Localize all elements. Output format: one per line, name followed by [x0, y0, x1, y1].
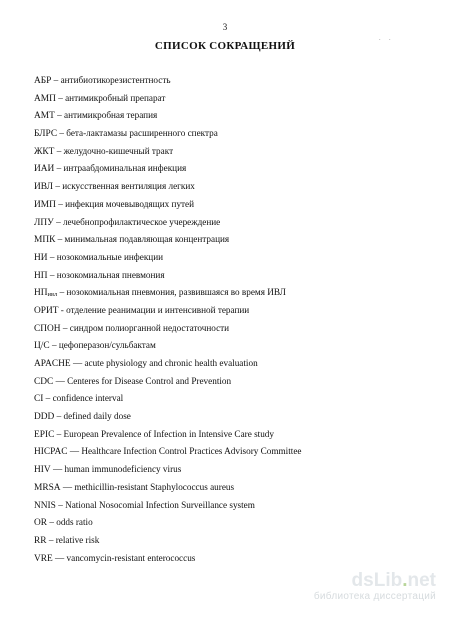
abbreviation-separator: –: [54, 163, 64, 174]
abbreviation-term: НП: [34, 288, 48, 299]
abbreviation-separator: –: [60, 322, 70, 333]
abbreviation-term: OR: [34, 518, 48, 529]
abbreviation-term: ИВЛ: [34, 182, 54, 193]
abbreviation-item: [34, 461, 434, 479]
abbreviation-item: [34, 302, 434, 320]
abbreviation-definition: интраабдоминальная инфекция: [63, 163, 187, 174]
abbreviation-item: [34, 249, 434, 267]
page-title: СПИСОК СОКРАЩЕНИЙ: [154, 40, 296, 52]
abbreviation-item: [34, 550, 434, 568]
abbreviation-definition: антимикробный препарат: [65, 92, 166, 103]
abbreviation-item: [34, 107, 434, 125]
abbreviation-term: RR: [34, 535, 47, 546]
abbreviation-separator: —: [60, 481, 75, 492]
abbreviation-definition: бета-лактамазы расширенного спектра: [66, 128, 218, 139]
abbreviation-term: CDC: [34, 376, 54, 387]
abbreviation-item: [34, 479, 434, 497]
abbreviation-item: [34, 72, 434, 90]
watermark-logo-tld: net: [407, 570, 436, 591]
abbreviation-separator: —: [53, 375, 68, 386]
abbreviation-separator: –: [46, 534, 56, 545]
abbreviation-separator: –: [47, 269, 57, 280]
abbreviation-definition: искусственная вентиляция легких: [62, 181, 195, 192]
abbreviation-term: NNIS: [34, 500, 56, 511]
abbreviation-item: [34, 532, 434, 550]
abbreviation-separator: –: [54, 411, 64, 422]
abbreviation-item: [34, 125, 434, 143]
abbreviation-subscript: ивл: [47, 291, 58, 299]
abbreviation-definition: лечебнопрофилактическое учереждение: [62, 216, 221, 227]
abbreviation-definition: relative risk: [55, 534, 100, 545]
abbreviation-item: [34, 143, 434, 161]
abbreviation-term: ИМП: [34, 199, 56, 210]
abbreviation-term: БЛРС: [34, 129, 58, 140]
abbreviation-term: АБР: [34, 76, 52, 86]
abbreviation-definition: Centeres for Disease Control and Prevention: [67, 375, 232, 386]
abbreviation-item: [34, 320, 434, 338]
watermark-logo: [314, 571, 436, 591]
abbreviation-separator: —: [52, 552, 67, 563]
abbreviation-item: [34, 178, 434, 196]
abbreviation-definition: methicillin-resistant Staphylococcus aureus: [74, 481, 235, 492]
abbreviation-term: DDD: [34, 412, 55, 423]
abbreviation-term: EPIC: [34, 429, 55, 440]
watermark: [314, 571, 436, 603]
abbreviation-definition: confidence interval: [52, 393, 124, 404]
abbreviation-separator: –: [54, 428, 64, 439]
abbreviation-term: HIV: [34, 465, 51, 476]
abbreviation-item: [34, 426, 434, 444]
abbreviation-separator: -: [58, 304, 67, 315]
abbreviation-term: Ц/С: [34, 341, 50, 352]
abbreviation-item: [34, 514, 434, 532]
abbreviation-definition: нозокомиальная пневмония: [56, 269, 165, 280]
abbreviation-separator: –: [55, 198, 66, 209]
abbreviation-definition: National Nosocomial Infection Surveillance system: [65, 499, 255, 510]
abbreviation-item: [34, 497, 434, 515]
abbreviation-separator: –: [53, 181, 63, 192]
abbreviation-definition: vancomycin-resistant enterococcus: [66, 552, 196, 563]
abbreviation-separator: –: [57, 128, 67, 139]
abbreviation-definition: антимикробная терапия: [64, 110, 158, 121]
watermark-logo-main: dsLib: [351, 570, 403, 591]
abbreviation-term: HICPAC: [34, 447, 68, 458]
scan-specks: · ·: [378, 36, 394, 44]
abbreviation-separator: –: [47, 251, 57, 262]
abbreviation-term: СПОН: [34, 323, 61, 334]
abbreviation-separator: –: [53, 216, 63, 227]
abbreviation-term: VRE: [34, 553, 53, 564]
abbreviation-item: [34, 408, 434, 426]
abbreviation-separator: —: [50, 464, 65, 475]
abbreviation-term: ЛПУ: [34, 217, 54, 228]
abbreviation-item: [34, 267, 434, 285]
abbreviation-separator: —: [70, 358, 85, 368]
abbreviation-definition: антибиотикорезистентность: [60, 75, 171, 85]
abbreviation-separator: —: [67, 446, 82, 457]
abbreviation-definition: отделение реанимации и интенсивной терапии: [66, 304, 250, 315]
abbreviation-definition: синдром полиорганной недостаточности: [69, 322, 230, 333]
abbreviation-item: [34, 373, 434, 391]
abbreviation-separator: –: [55, 499, 66, 510]
abbreviation-definition: human immunodeficiency virus: [64, 464, 182, 475]
abbreviation-separator: –: [51, 75, 61, 85]
abbreviation-definition: Healthcare Infection Control Practices Advisory Committee: [81, 446, 302, 457]
abbreviation-separator: –: [49, 340, 59, 351]
abbreviation-separator: –: [55, 92, 66, 103]
abbreviation-definition: желудочно-кишечный тракт: [63, 145, 174, 156]
abbreviation-definition: инфекция мочевыводящих путей: [65, 198, 195, 209]
abbreviation-term: АМП: [34, 93, 56, 104]
abbreviation-separator: –: [47, 517, 57, 528]
abbreviation-item: [34, 443, 434, 461]
abbreviation-separator: –: [54, 145, 64, 156]
abbreviation-term: MRSA: [34, 482, 61, 493]
abbreviation-term: НП: [34, 270, 48, 281]
abbreviation-definition: acute physiology and chronic health evaluation: [84, 358, 258, 368]
abbreviation-separator: –: [55, 234, 65, 245]
abbreviation-separator: –: [43, 393, 53, 404]
abbreviation-definition: нозокомиальные инфекции: [56, 251, 164, 262]
abbreviation-term: АМТ: [34, 111, 55, 122]
abbreviation-term: НИ: [34, 252, 48, 263]
abbreviation-item: [34, 196, 434, 214]
abbreviation-definition: European Prevalence of Infection in Intensive Care study: [63, 428, 274, 439]
abbreviation-definition: цефоперазон/сульбактам: [58, 340, 156, 351]
abbreviation-definition: нозокомиальная пневмония, развившаяся во время ИВЛ: [66, 287, 286, 298]
abbreviation-term: ЖКТ: [34, 146, 55, 157]
abbreviation-item: [34, 337, 434, 355]
abbreviation-item: [34, 214, 434, 232]
abbreviation-term: ИАИ: [34, 164, 55, 175]
abbreviation-item: [34, 390, 434, 408]
abbreviation-definition: defined daily dose: [63, 411, 131, 422]
abbreviation-item: [34, 90, 434, 108]
abbreviation-term: CI: [34, 394, 44, 405]
abbreviation-item: [34, 284, 434, 302]
abbreviation-list: [34, 72, 434, 567]
abbreviation-term: МПК: [34, 235, 56, 246]
abbreviation-separator: –: [57, 287, 67, 298]
abbreviation-separator: –: [54, 110, 65, 121]
watermark-caption: библиотека диссертаций: [313, 591, 436, 602]
abbreviation-item: [34, 231, 434, 249]
abbreviation-term: APACHE: [34, 359, 71, 369]
watermark-logo-dot: .: [402, 570, 408, 591]
abbreviation-term: ОРИТ: [34, 305, 59, 316]
abbreviation-definition: odds ratio: [56, 517, 93, 528]
abbreviation-item: [34, 355, 434, 373]
page-number: 3: [222, 22, 228, 32]
abbreviation-item: [34, 160, 434, 178]
abbreviation-definition: минимальная подавляющая концентрация: [64, 234, 230, 245]
